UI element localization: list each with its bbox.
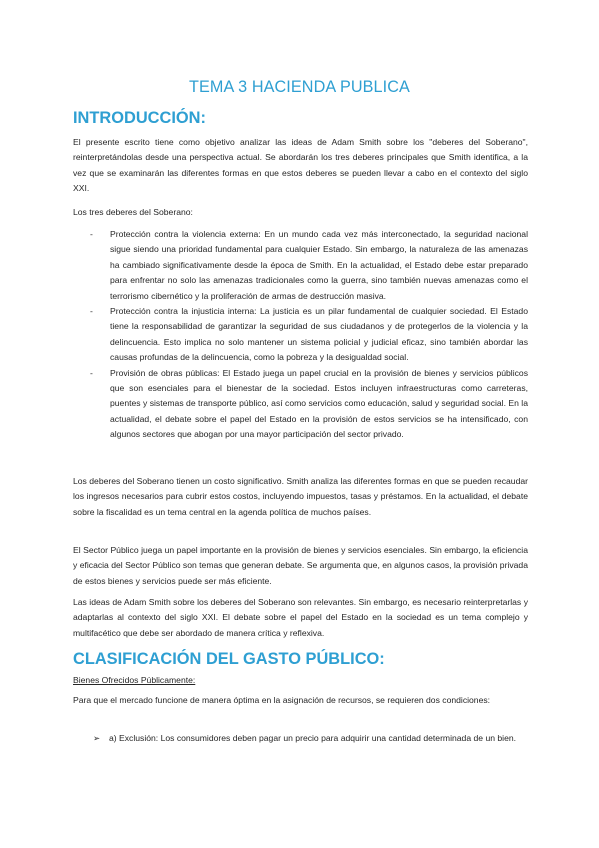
section-heading-clasificacion: CLASIFICACIÓN DEL GASTO PÚBLICO: <box>73 650 385 668</box>
arrow-bullet-icon: ➢ <box>93 733 101 743</box>
paragraph-text: Los tres deberes del Soberano: <box>73 207 193 217</box>
list-item <box>73 304 528 366</box>
intro-paragraph-3 <box>73 474 528 520</box>
paragraph-text: Las ideas de Adam Smith sobre los deberes del Soberano son relevantes. Sin embargo, es necesario reinterpretarlas y adaptarlas al contexto del siglo XXI. El debate sobre el papel del Estado en la sociedad es un tema complejo y multifacético que debe ser abordado de manera crítica y reflexiva. <box>73 597 528 638</box>
duties-list <box>73 227 528 443</box>
list-item-text: a) Exclusión: Los consumidores deben pagar un precio para adquirir una cantidad determinada de un bien. <box>109 733 517 743</box>
intro-paragraph-1 <box>73 135 528 197</box>
paragraph-text: Para que el mercado funcione de manera óptima en la asignación de recursos, se requieren dos condiciones: <box>73 695 491 705</box>
document-title: TEMA 3 HACIENDA PUBLICA <box>189 78 410 96</box>
list-item-exclusion <box>93 731 528 746</box>
intro-paragraph-5 <box>73 595 528 641</box>
bullet-marker: - <box>90 367 93 378</box>
subheading-bienes: Bienes Ofrecidos Públicamente: <box>73 675 196 685</box>
paragraph-text: Los deberes del Soberano tienen un costo significativo. Smith analiza las diferentes formas en que se pueden recaudar los ingresos necesarios para cubrir estos costos, incluyendo impuestos, tasas y préstamos. En la actualidad, el debate sobre la fiscalidad es un tema central en la agenda política de muchos países. <box>73 476 528 517</box>
list-item <box>73 366 528 443</box>
list-item-text: Provisión de obras públicas: El Estado juega un papel crucial en la provisión de bienes y servicios públicos que son esenciales para el bienestar de la sociedad. Estos incluyen infraestructuras como carreteras, puentes y sistemas de transporte público, así como servicios como educación, salud y seguridad social. En la actualidad, el debate sobre el papel del Estado en la provisión de estos servicios se ha intensificado, con algunos sectores que abogan por una mayor participación del sector privado. <box>110 367 528 440</box>
bullet-marker: - <box>90 306 93 317</box>
list-item-text: Protección contra la injusticia interna: La justicia es un pilar fundamental de cualquier sociedad. El Estado tiene la responsabilidad de garantizar la seguridad de sus ciudadanos y de protegerlos de la violencia y la delincuencia. Esto implica no solo mantener un sistema policial y judicial eficaz, sino también abordar las causas profundas de la delincuencia, como la pobreza y la desigualdad social. <box>110 306 528 363</box>
list-item-text: Protección contra la violencia externa: En un mundo cada vez más interconectado, la seguridad nacional sigue siendo una prioridad fundamental para cualquier Estado. Sin embargo, la naturaleza de las amenazas ha cambiado significativamente desde la época de Smith. En la actualidad, el Estado debe estar preparado para enfrentar no solo las amenazas tradicionales como la guerra, sino también nuevas amenazas como el terrorismo cibernético y la proliferación de armas de destrucción masiva. <box>110 229 528 301</box>
paragraph-text: El Sector Público juega un papel importante en la provisión de bienes y servicios esenciales. Sin embargo, la eficiencia y eficacia del Sector Público son temas que generan debate. Se argumenta que, en algunos casos, la provisión privada de estos bienes y servicios puede ser más eficiente. <box>73 545 528 586</box>
intro-paragraph-2 <box>73 205 528 220</box>
bullet-marker: - <box>90 229 93 239</box>
paragraph-text: El presente escrito tiene como objetivo analizar las ideas de Adam Smith sobre los "deberes del Soberano", reinterpretándolas desde una perspectiva actual. Se abordarán los tres deberes principales que Smith identifica, a la vez que se examinarán las diferentes formas en que estos deberes se pueden llevar a cabo en el contexto del siglo XXI. <box>73 137 528 194</box>
list-item <box>73 227 528 304</box>
clasificacion-paragraph-1 <box>73 693 528 708</box>
section-heading-introduccion: INTRODUCCIÓN: <box>73 109 206 127</box>
intro-paragraph-4 <box>73 543 528 589</box>
